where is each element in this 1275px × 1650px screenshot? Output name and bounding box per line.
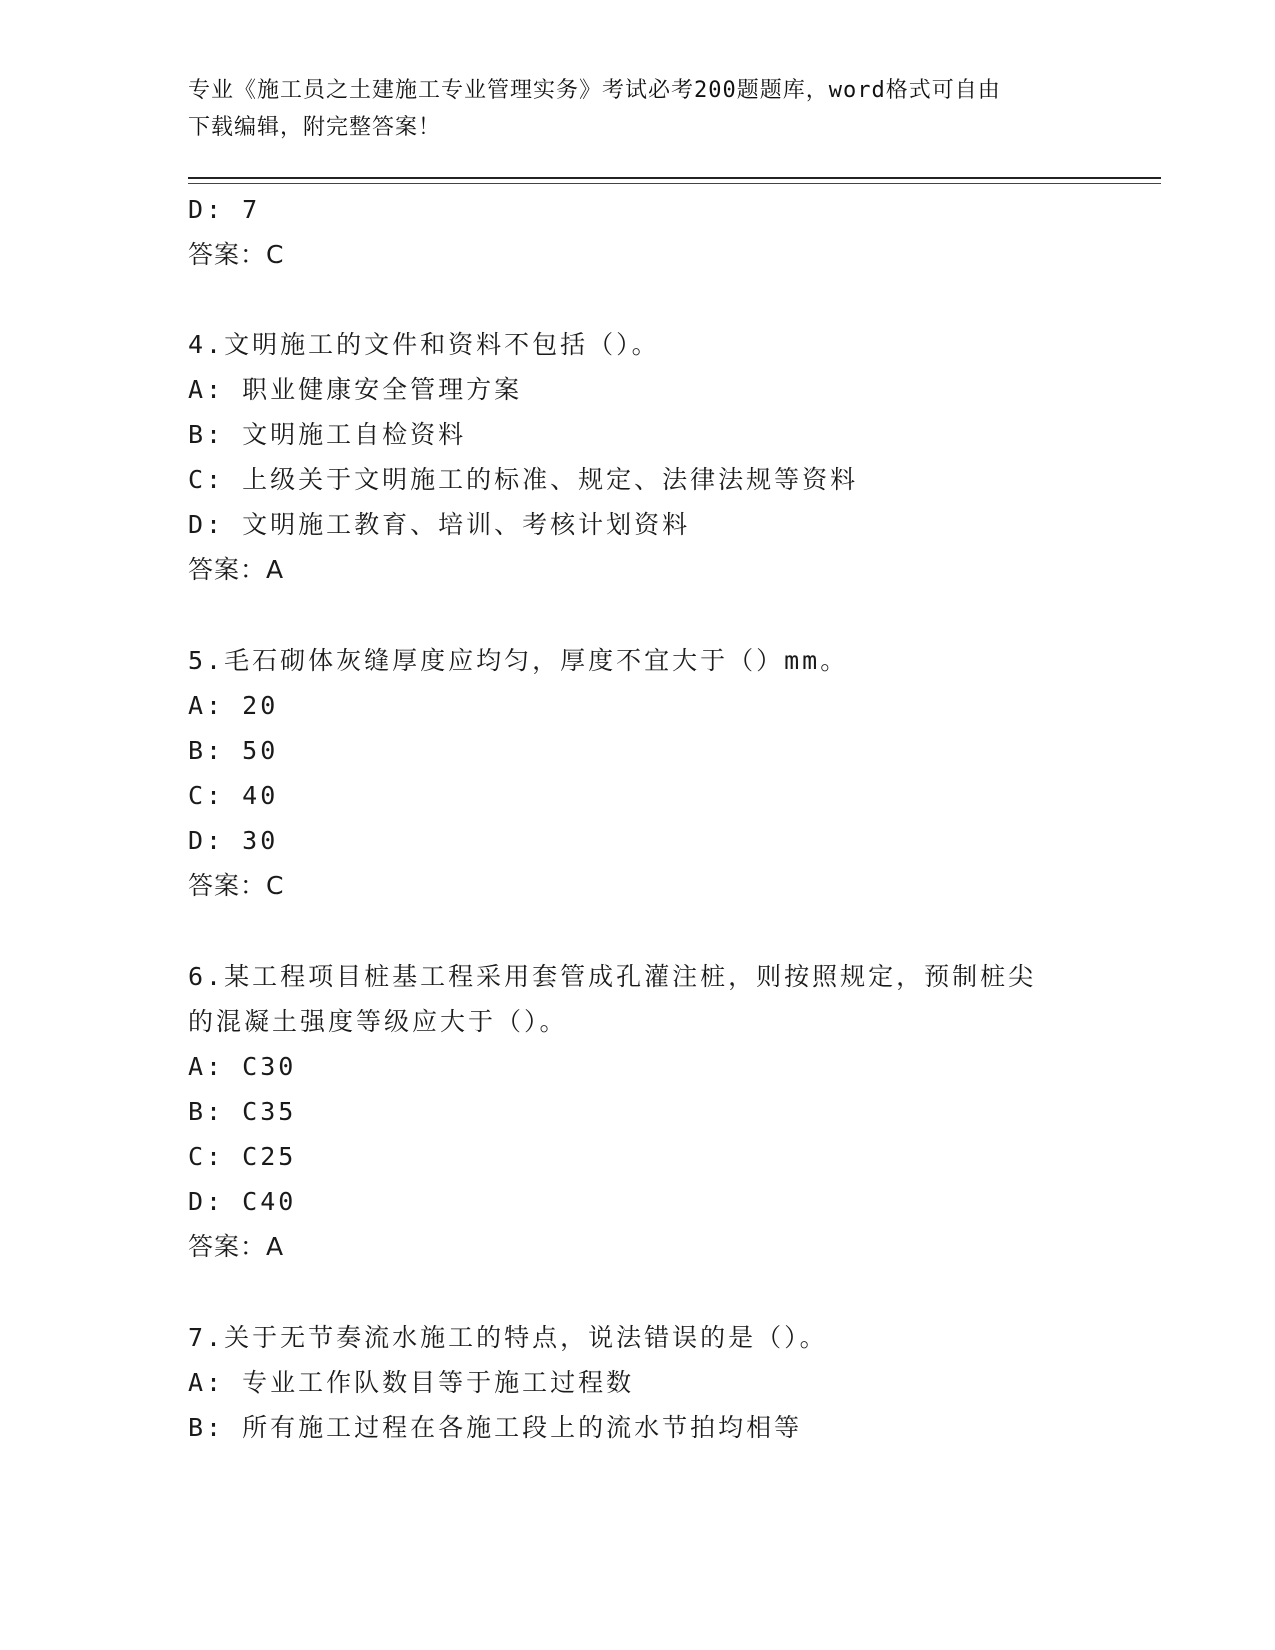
q5-option-b: B: 50 — [188, 736, 279, 765]
q6-option-d: D: C40 — [188, 1187, 297, 1216]
q6-option-c: C: C25 — [188, 1142, 297, 1171]
q6-option-a: A: C30 — [188, 1052, 297, 1081]
q6-stem-line-2: 的混凝土强度等级应大于（）。 — [188, 1007, 568, 1036]
header-divider-thin — [188, 183, 1161, 184]
q3-option-d: D: 7 — [188, 195, 261, 224]
q7-option-b: B: 所有施工过程在各施工段上的流水节拍均相等 — [188, 1413, 803, 1442]
header-line-2: 下载编辑，附完整答案！ — [188, 115, 442, 140]
q4-stem: 4.文明施工的文件和资料不包括（）。 — [188, 330, 660, 359]
q3-answer: 答案：C — [188, 240, 285, 269]
q7-stem: 7.关于无节奏流水施工的特点，说法错误的是（）。 — [188, 1323, 828, 1352]
q4-option-c: C: 上级关于文明施工的标准、规定、法律法规等资料 — [188, 465, 859, 494]
q6-answer: 答案：A — [188, 1232, 285, 1261]
q5-stem: 5.毛石砌体灰缝厚度应均匀，厚度不宜大于（）mm。 — [188, 646, 849, 675]
document-header — [188, 72, 1068, 146]
header-divider-thick — [188, 177, 1161, 179]
q6-stem-line-1: 6.某工程项目桩基工程采用套管成孔灌注桩，则按照规定，预制桩尖 — [188, 962, 1037, 991]
header-line-1: 专业《施工员之土建施工专业管理实务》考试必考200题题库，word格式可自由 — [188, 78, 1001, 103]
q4-answer: 答案：A — [188, 555, 285, 584]
q5-option-a: A: 20 — [188, 691, 279, 720]
q5-option-d: D: 30 — [188, 826, 279, 855]
q4-option-d: D: 文明施工教育、培训、考核计划资料 — [188, 510, 691, 539]
q4-option-a: A: 职业健康安全管理方案 — [188, 375, 523, 404]
q5-option-c: C: 40 — [188, 781, 279, 810]
q7-option-a: A: 专业工作队数目等于施工过程数 — [188, 1368, 635, 1397]
q5-answer: 答案：C — [188, 871, 285, 900]
q4-option-b: B: 文明施工自检资料 — [188, 420, 467, 449]
q6-option-b: B: C35 — [188, 1097, 297, 1126]
